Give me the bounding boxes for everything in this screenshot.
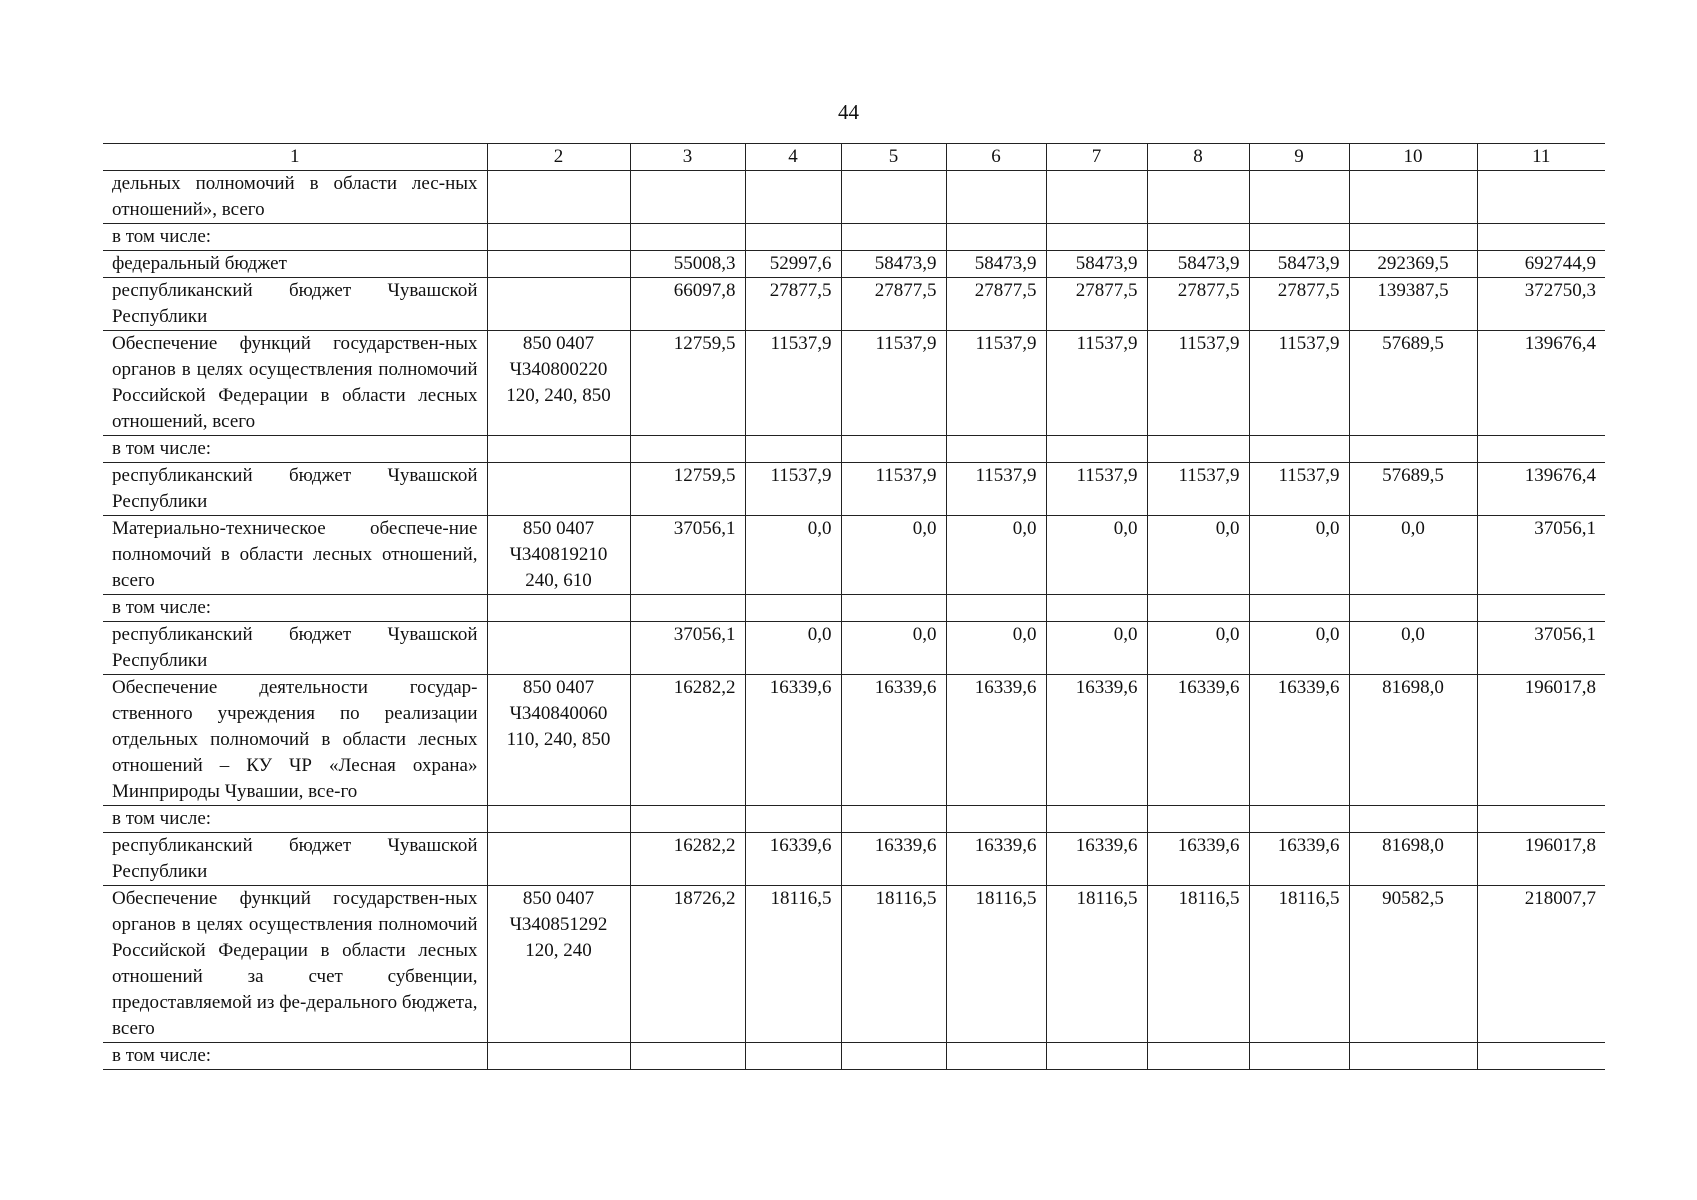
row-code-cell	[487, 1043, 630, 1070]
value-cell-col-6: 0,0	[946, 516, 1046, 595]
table-row	[103, 595, 1605, 622]
value-cell-col-5: 58473,9	[841, 251, 946, 278]
column-number-8: 8	[1147, 144, 1249, 171]
column-number-2: 2	[487, 144, 630, 171]
value-cell-col-5: 0,0	[841, 516, 946, 595]
value-cell-col-8	[1147, 224, 1249, 251]
value-cell-col-6: 58473,9	[946, 251, 1046, 278]
value-cell-col-4: 52997,6	[745, 251, 841, 278]
value-cell-col-6: 27877,5	[946, 278, 1046, 331]
table-row	[103, 331, 1605, 436]
row-name-cell: в том числе:	[103, 806, 487, 833]
value-cell-col-10: 0,0	[1349, 622, 1477, 675]
value-cell-col-3: 12759,5	[630, 463, 745, 516]
value-cell-col-3	[630, 224, 745, 251]
value-cell-col-8: 18116,5	[1147, 886, 1249, 1043]
value-cell-col-3: 55008,3	[630, 251, 745, 278]
value-cell-col-10	[1349, 595, 1477, 622]
value-cell-col-7	[1046, 1043, 1147, 1070]
value-cell-col-6: 0,0	[946, 622, 1046, 675]
value-cell-col-4	[745, 806, 841, 833]
value-cell-col-7: 0,0	[1046, 516, 1147, 595]
table-row	[103, 886, 1605, 1043]
value-cell-col-10	[1349, 171, 1477, 224]
column-number-6: 6	[946, 144, 1046, 171]
value-cell-col-4	[745, 595, 841, 622]
value-cell-col-5: 18116,5	[841, 886, 946, 1043]
value-cell-col-4: 11537,9	[745, 463, 841, 516]
value-cell-col-10: 81698,0	[1349, 833, 1477, 886]
value-cell-col-6: 18116,5	[946, 886, 1046, 1043]
value-cell-col-5	[841, 806, 946, 833]
value-cell-col-11: 139676,4	[1477, 331, 1605, 436]
value-cell-col-3	[630, 806, 745, 833]
row-name-cell: республиканский бюджет Чувашской Республики	[103, 833, 487, 886]
row-code-cell	[487, 595, 630, 622]
value-cell-col-8: 27877,5	[1147, 278, 1249, 331]
value-cell-col-11: 218007,7	[1477, 886, 1605, 1043]
value-cell-col-9: 11537,9	[1249, 463, 1349, 516]
row-name-cell: в том числе:	[103, 436, 487, 463]
value-cell-col-10: 57689,5	[1349, 463, 1477, 516]
value-cell-col-11: 139676,4	[1477, 463, 1605, 516]
value-cell-col-10: 81698,0	[1349, 675, 1477, 806]
value-cell-col-9	[1249, 436, 1349, 463]
table-row	[103, 675, 1605, 806]
value-cell-col-6: 11537,9	[946, 331, 1046, 436]
value-cell-col-7: 11537,9	[1046, 331, 1147, 436]
table-body	[103, 144, 1605, 1070]
value-cell-col-6	[946, 806, 1046, 833]
value-cell-col-5: 27877,5	[841, 278, 946, 331]
value-cell-col-8	[1147, 595, 1249, 622]
table-row	[103, 224, 1605, 251]
value-cell-col-4: 0,0	[745, 622, 841, 675]
row-name-cell: в том числе:	[103, 1043, 487, 1070]
row-name-cell: Обеспечение деятельности государ-ственного учреждения по реализации отдельных полномочий в области лесных отношений – КУ ЧР «Лесная охрана» Минприроды Чувашии, все-го	[103, 675, 487, 806]
column-number-9: 9	[1249, 144, 1349, 171]
row-code-cell	[487, 463, 630, 516]
row-code-cell	[487, 224, 630, 251]
value-cell-col-3: 37056,1	[630, 516, 745, 595]
row-name-cell: в том числе:	[103, 224, 487, 251]
value-cell-col-10	[1349, 806, 1477, 833]
table-row	[103, 622, 1605, 675]
value-cell-col-10: 57689,5	[1349, 331, 1477, 436]
row-name-cell: федеральный бюджет	[103, 251, 487, 278]
value-cell-col-9: 0,0	[1249, 622, 1349, 675]
value-cell-col-7: 27877,5	[1046, 278, 1147, 331]
value-cell-col-7	[1046, 224, 1147, 251]
row-name-cell: дельных полномочий в области лес-ных отношений», всего	[103, 171, 487, 224]
value-cell-col-7	[1046, 436, 1147, 463]
column-number-7: 7	[1046, 144, 1147, 171]
value-cell-col-7: 18116,5	[1046, 886, 1147, 1043]
row-name-cell: в том числе:	[103, 595, 487, 622]
value-cell-col-6	[946, 171, 1046, 224]
value-cell-col-7	[1046, 595, 1147, 622]
table-row	[103, 251, 1605, 278]
value-cell-col-8: 0,0	[1147, 622, 1249, 675]
row-code-cell	[487, 171, 630, 224]
row-name-cell: республиканский бюджет Чувашской Республики	[103, 463, 487, 516]
value-cell-col-8	[1147, 1043, 1249, 1070]
value-cell-col-11: 196017,8	[1477, 675, 1605, 806]
value-cell-col-7	[1046, 806, 1147, 833]
value-cell-col-10: 90582,5	[1349, 886, 1477, 1043]
table-row	[103, 516, 1605, 595]
value-cell-col-8: 16339,6	[1147, 833, 1249, 886]
value-cell-col-9	[1249, 1043, 1349, 1070]
value-cell-col-11: 372750,3	[1477, 278, 1605, 331]
page-number: 44	[838, 100, 859, 124]
row-name-cell: республиканский бюджет Чувашской Республики	[103, 622, 487, 675]
value-cell-col-5	[841, 224, 946, 251]
value-cell-col-3	[630, 1043, 745, 1070]
value-cell-col-4	[745, 436, 841, 463]
value-cell-col-6: 16339,6	[946, 833, 1046, 886]
value-cell-col-5	[841, 436, 946, 463]
value-cell-col-5: 11537,9	[841, 463, 946, 516]
table-row	[103, 806, 1605, 833]
value-cell-col-11	[1477, 224, 1605, 251]
column-number-1: 1	[103, 144, 487, 171]
value-cell-col-7: 58473,9	[1046, 251, 1147, 278]
value-cell-col-9: 16339,6	[1249, 675, 1349, 806]
row-code-cell: 850 0407 Ч340819210 240, 610	[487, 516, 630, 595]
value-cell-col-9: 11537,9	[1249, 331, 1349, 436]
value-cell-col-4: 0,0	[745, 516, 841, 595]
table-row	[103, 1043, 1605, 1070]
column-number-11: 11	[1477, 144, 1605, 171]
value-cell-col-6	[946, 224, 1046, 251]
value-cell-col-4: 16339,6	[745, 833, 841, 886]
value-cell-col-10: 139387,5	[1349, 278, 1477, 331]
value-cell-col-11: 37056,1	[1477, 622, 1605, 675]
budget-table	[103, 143, 1605, 1070]
value-cell-col-3: 18726,2	[630, 886, 745, 1043]
column-number-row	[103, 144, 1605, 171]
row-code-cell	[487, 278, 630, 331]
row-code-cell	[487, 251, 630, 278]
value-cell-col-4	[745, 171, 841, 224]
value-cell-col-3	[630, 171, 745, 224]
value-cell-col-5: 11537,9	[841, 331, 946, 436]
column-number-10: 10	[1349, 144, 1477, 171]
row-code-cell: 850 0407 Ч340800220 120, 240, 850	[487, 331, 630, 436]
column-number-5: 5	[841, 144, 946, 171]
value-cell-col-8	[1147, 806, 1249, 833]
value-cell-col-9	[1249, 595, 1349, 622]
value-cell-col-6: 11537,9	[946, 463, 1046, 516]
value-cell-col-7: 11537,9	[1046, 463, 1147, 516]
row-code-cell: 850 0407 Ч340840060 110, 240, 850	[487, 675, 630, 806]
value-cell-col-5: 16339,6	[841, 675, 946, 806]
value-cell-col-10: 292369,5	[1349, 251, 1477, 278]
value-cell-col-9	[1249, 806, 1349, 833]
value-cell-col-8: 58473,9	[1147, 251, 1249, 278]
value-cell-col-6	[946, 1043, 1046, 1070]
table-row	[103, 436, 1605, 463]
value-cell-col-3	[630, 436, 745, 463]
row-name-cell: Обеспечение функций государствен-ных органов в целях осуществления полномочий Российской Федерации в области лесных отношений за счет субвенции, предоставляемой из фе-дерального бюджета, всего	[103, 886, 487, 1043]
value-cell-col-9: 16339,6	[1249, 833, 1349, 886]
value-cell-col-9	[1249, 171, 1349, 224]
row-code-cell: 850 0407 Ч340851292 120, 240	[487, 886, 630, 1043]
value-cell-col-9	[1249, 224, 1349, 251]
value-cell-col-10	[1349, 1043, 1477, 1070]
value-cell-col-4	[745, 224, 841, 251]
value-cell-col-6	[946, 595, 1046, 622]
value-cell-col-11	[1477, 806, 1605, 833]
value-cell-col-8	[1147, 436, 1249, 463]
row-code-cell	[487, 622, 630, 675]
value-cell-col-3: 16282,2	[630, 833, 745, 886]
value-cell-col-3	[630, 595, 745, 622]
value-cell-col-10	[1349, 224, 1477, 251]
value-cell-col-7: 16339,6	[1046, 833, 1147, 886]
value-cell-col-10: 0,0	[1349, 516, 1477, 595]
row-name-cell: Материально-техническое обеспече-ние полномочий в области лесных отношений, всего	[103, 516, 487, 595]
column-number-4: 4	[745, 144, 841, 171]
value-cell-col-4	[745, 1043, 841, 1070]
value-cell-col-8: 16339,6	[1147, 675, 1249, 806]
value-cell-col-9: 58473,9	[1249, 251, 1349, 278]
value-cell-col-6	[946, 436, 1046, 463]
table-row	[103, 463, 1605, 516]
row-code-cell	[487, 436, 630, 463]
value-cell-col-5	[841, 171, 946, 224]
value-cell-col-8: 11537,9	[1147, 331, 1249, 436]
row-code-cell	[487, 833, 630, 886]
row-name-cell: Обеспечение функций государствен-ных органов в целях осуществления полномочий Российской Федерации в области лесных отношений, всего	[103, 331, 487, 436]
value-cell-col-4: 11537,9	[745, 331, 841, 436]
value-cell-col-7	[1046, 171, 1147, 224]
value-cell-col-11: 196017,8	[1477, 833, 1605, 886]
value-cell-col-3: 37056,1	[630, 622, 745, 675]
value-cell-col-11: 692744,9	[1477, 251, 1605, 278]
value-cell-col-7: 16339,6	[1046, 675, 1147, 806]
value-cell-col-10	[1349, 436, 1477, 463]
value-cell-col-6: 16339,6	[946, 675, 1046, 806]
row-code-cell	[487, 806, 630, 833]
row-name-cell: республиканский бюджет Чувашской Республики	[103, 278, 487, 331]
value-cell-col-4: 18116,5	[745, 886, 841, 1043]
table-row	[103, 833, 1605, 886]
value-cell-col-11	[1477, 436, 1605, 463]
value-cell-col-5	[841, 1043, 946, 1070]
value-cell-col-9: 18116,5	[1249, 886, 1349, 1043]
column-number-3: 3	[630, 144, 745, 171]
value-cell-col-11	[1477, 1043, 1605, 1070]
value-cell-col-9: 27877,5	[1249, 278, 1349, 331]
value-cell-col-11	[1477, 171, 1605, 224]
value-cell-col-4: 27877,5	[745, 278, 841, 331]
table-row	[103, 171, 1605, 224]
value-cell-col-9: 0,0	[1249, 516, 1349, 595]
value-cell-col-8: 0,0	[1147, 516, 1249, 595]
value-cell-col-11: 37056,1	[1477, 516, 1605, 595]
value-cell-col-7: 0,0	[1046, 622, 1147, 675]
value-cell-col-5: 0,0	[841, 622, 946, 675]
value-cell-col-8	[1147, 171, 1249, 224]
value-cell-col-4: 16339,6	[745, 675, 841, 806]
value-cell-col-11	[1477, 595, 1605, 622]
value-cell-col-5: 16339,6	[841, 833, 946, 886]
value-cell-col-8: 11537,9	[1147, 463, 1249, 516]
value-cell-col-3: 66097,8	[630, 278, 745, 331]
value-cell-col-3: 12759,5	[630, 331, 745, 436]
table-row	[103, 278, 1605, 331]
value-cell-col-3: 16282,2	[630, 675, 745, 806]
value-cell-col-5	[841, 595, 946, 622]
